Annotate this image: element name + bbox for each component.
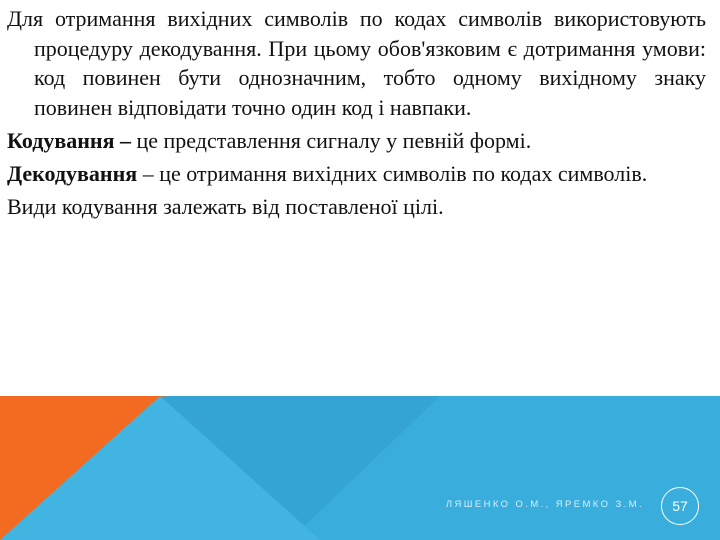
slide-body bbox=[7, 4, 706, 225]
paragraph-text: Види кодування залежать від поставленої цілі. bbox=[7, 193, 444, 219]
paragraph-decoding-intro bbox=[7, 4, 706, 122]
paragraph-text: Для отримання вихідних символів по кодах символів використовують процедуру декодування. При цьому обов'язковим є дотримання умови: код повинен бути однозначним, тобто одному вихідному знаку повинен відповідати точно один код і навпаки. bbox=[7, 6, 706, 120]
paragraph-coding-types bbox=[7, 192, 706, 222]
paragraph-text: – це отримання вихідних символів по кодах символів. bbox=[137, 160, 648, 186]
term-decoding: Декодування bbox=[7, 160, 138, 186]
paragraph-text: це представлення сигналу у певній формі. bbox=[131, 127, 532, 153]
term-coding: Кодування – bbox=[7, 127, 131, 153]
footer-authors: ЛЯШЕНКО О.М., ЯРЕМКО З.М. bbox=[445, 499, 644, 510]
page-number-badge: 57 bbox=[661, 487, 699, 525]
paragraph-decoding-definition bbox=[7, 159, 706, 189]
footer-decoration bbox=[0, 396, 720, 540]
paragraph-coding-definition bbox=[7, 126, 706, 156]
